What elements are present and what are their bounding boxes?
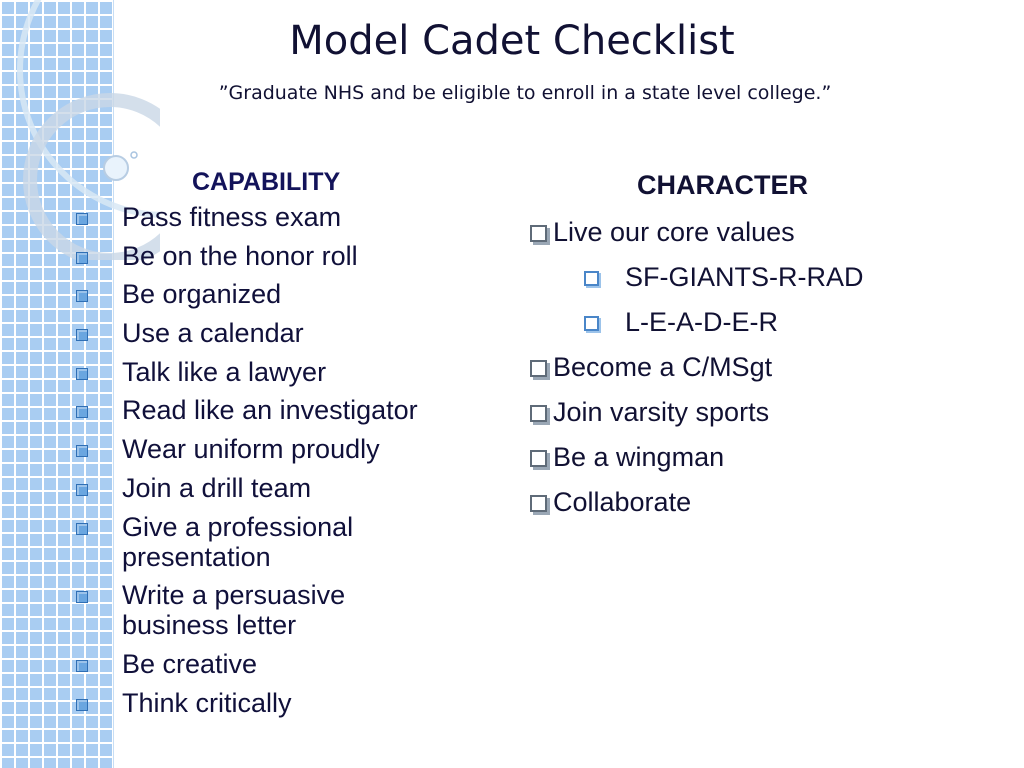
bullet-icon xyxy=(76,368,88,380)
bullet-icon xyxy=(76,445,88,457)
list-item: Use a calendar xyxy=(68,318,422,348)
checkbox-icon xyxy=(530,405,547,422)
list-item: Think critically xyxy=(68,688,422,718)
list-item: Give a professional presentation xyxy=(68,512,422,572)
list-item: Be on the honor roll xyxy=(68,241,422,271)
list-item: Join a drill team xyxy=(68,473,422,503)
checkbox-icon xyxy=(530,495,547,512)
bullet-icon xyxy=(76,329,88,341)
capability-heading: CAPABILITY xyxy=(192,168,341,196)
list-item: Be creative xyxy=(68,649,422,679)
bullet-icon xyxy=(76,213,88,225)
capability-list xyxy=(68,202,422,726)
checkbox-icon xyxy=(530,360,547,377)
checkbox-icon xyxy=(530,225,547,242)
list-item: Be organized xyxy=(68,279,422,309)
bullet-icon xyxy=(76,591,88,603)
bullet-icon xyxy=(76,290,88,302)
bullet-icon xyxy=(76,523,88,535)
list-item: Read like an investigator xyxy=(68,395,422,425)
list-item: Be a wingman xyxy=(530,441,864,473)
bullet-icon xyxy=(76,699,88,711)
bullet-icon xyxy=(76,406,88,418)
list-item: Collaborate xyxy=(530,486,864,518)
list-item: Pass fitness exam xyxy=(68,202,422,232)
checkbox-icon xyxy=(584,271,599,286)
character-heading: CHARACTER xyxy=(637,170,808,200)
bullet-icon xyxy=(76,252,88,264)
bullet-icon xyxy=(76,660,88,672)
list-item: Live our core values xyxy=(530,216,864,248)
page-subtitle: ”Graduate NHS and be eligible to enroll in a state level college.” xyxy=(218,82,832,104)
character-list xyxy=(530,216,864,531)
checkbox-icon xyxy=(584,316,599,331)
list-item: Become a C/MSgt xyxy=(530,351,864,383)
checkbox-icon xyxy=(530,450,547,467)
list-item: Write a persuasive business letter xyxy=(68,580,422,640)
bullet-icon xyxy=(76,484,88,496)
list-item: Talk like a lawyer xyxy=(68,357,422,387)
page-title: Model Cadet Checklist xyxy=(289,18,735,64)
list-item: Wear uniform proudly xyxy=(68,434,422,464)
list-item: Join varsity sports xyxy=(530,396,864,428)
list-item: SF-GIANTS-R-RAD xyxy=(530,261,864,293)
list-item: L-E-A-D-E-R xyxy=(530,306,864,338)
